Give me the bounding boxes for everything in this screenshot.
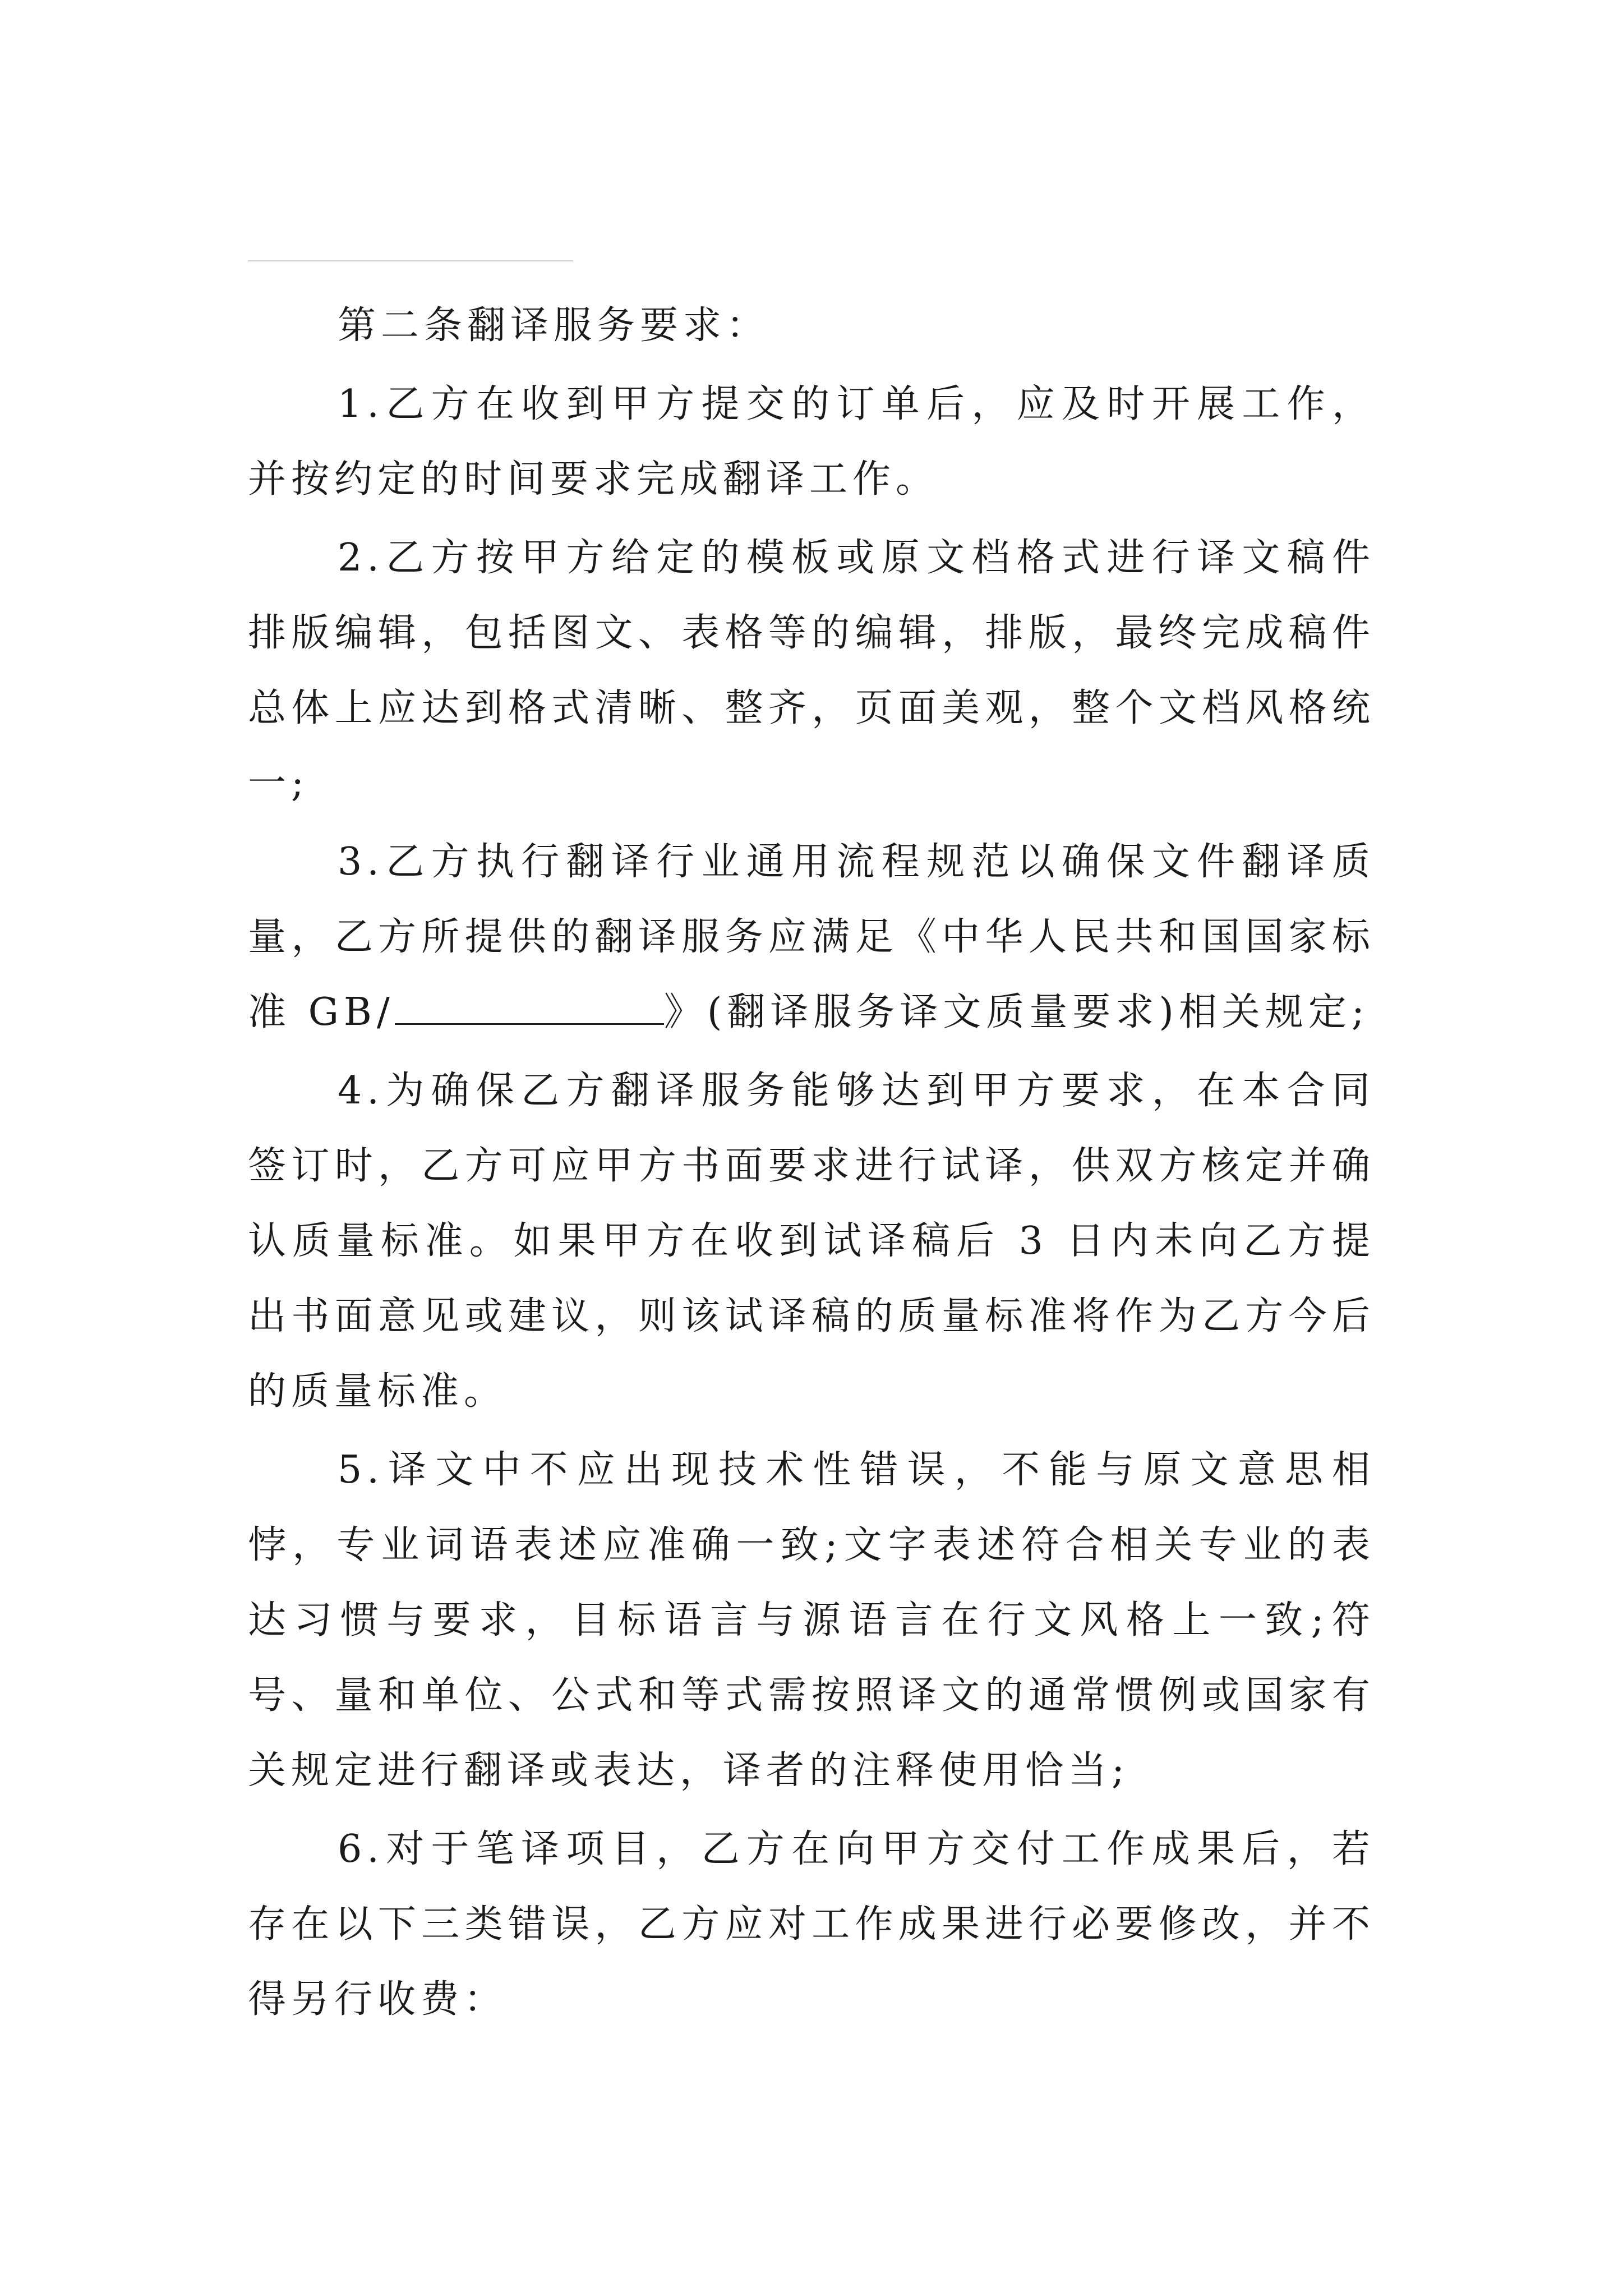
clause-5: 5.译文中不应出现技术性错误，不能与原文意思相悖，专业词语表述应准确一致;文字表述符合相关专业的表达习惯与要求，目标语言与源语言在行文风格上一致;符号、量和单位、公式和等式需按照译文的通常惯例或国家有关规定进行翻译或表达，译者的注释使用恰当; — [248, 1448, 1375, 1793]
clause-2: 2.乙方按甲方给定的模板或原文档格式进行译文稿件排版编辑，包括图文、表格等的编辑，排版，最终完成稿件总体上应达到格式清晰、整齐，页面美观，整个文档风格统一; — [248, 536, 1375, 806]
clause-3-text-before: 3.乙方执行翻译行业通用流程规范以确保文件翻译质量，乙方所提供的翻译服务应满足《中华人民共和国国家标准 GB/ — [248, 840, 1375, 1034]
clause-4: 4.为确保乙方翻译服务能够达到甲方要求，在本合同签订时，乙方可应甲方书面要求进行试译，供双方核定并确认质量标准。如果甲方在收到试译稿后 3 日内未向乙方提出书面意见或建议，则该试译稿的质量标准将作为乙方今后的质量标准。 — [248, 1069, 1375, 1414]
fill-in-blank — [395, 987, 664, 1025]
clause-3-text-after: 》(翻译服务译文质量要求)相关规定; — [663, 990, 1370, 1034]
article-heading: 第二条翻译服务要求： — [338, 303, 770, 348]
clause-1: 1.乙方在收到甲方提交的订单后，应及时开展工作，并按约定的时间要求完成翻译工作。 — [248, 382, 1375, 501]
document-body — [248, 288, 1375, 2037]
header-rule — [248, 260, 573, 261]
document-page — [248, 0, 1375, 2296]
clause-6: 6.对于笔译项目，乙方在向甲方交付工作成果后，若存在以下三类错误，乙方应对工作成果进行必要修改，并不得另行收费： — [248, 1827, 1375, 2022]
clause-3 — [248, 825, 1375, 1050]
